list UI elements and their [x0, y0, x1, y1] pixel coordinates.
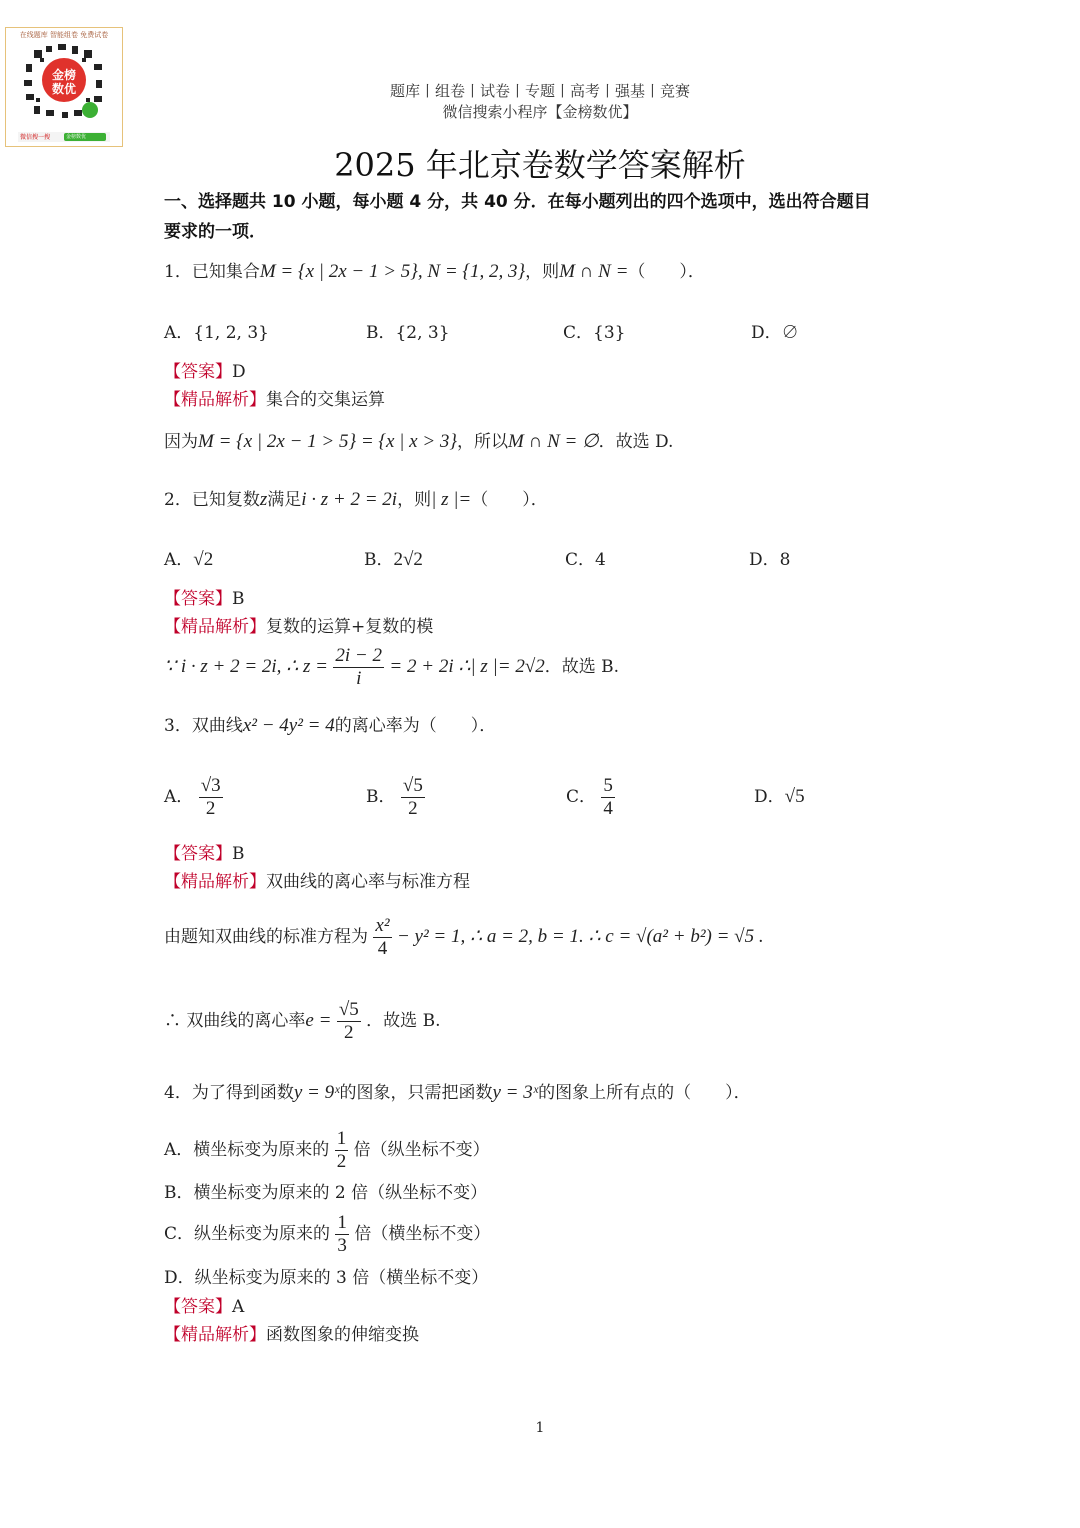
q1-stem: 1．已知集合M = {x | 2x − 1 > 5}, N = {1, 2, 3}，则M ∩ N =（ ）． — [164, 261, 705, 282]
q3-option-a: A． $\frac{√3}{2}$ — [164, 775, 221, 819]
page-number: 1 — [535, 1420, 545, 1436]
q3-solution-line1: 由题知双曲线的标准方程为 $\frac{\text{x²}}{4}$ − y² = 1, ∴ a = 2, b = 1. ∴ c = √(a² + b²) = √5 . — [164, 915, 764, 959]
q1-option-c: C．{3} — [563, 323, 626, 343]
q4-option-d: D．纵坐标变为原来的 3 倍（横坐标不变） — [164, 1268, 489, 1288]
q2-stem: 2．已知复数z满足i · z + 2 = 2i，则| z |=（ ）． — [164, 489, 548, 510]
q3-option-d: D．√5 — [754, 786, 805, 807]
q4-option-c: C．纵坐标变为原来的 $\frac{1}{3}$ 倍（横坐标不变） — [164, 1212, 491, 1256]
q1-option-d: D．∅ — [751, 323, 799, 343]
qr-center-label: 金榜 数优 — [51, 68, 76, 96]
page-title: 2025 年北京卷数学答案解析 — [334, 146, 746, 184]
q2-option-d: D．8 — [749, 550, 791, 570]
q3-option-b: B． $\frac{√5}{2}$ — [366, 775, 423, 819]
q2-answer: 【答案】B — [164, 589, 245, 609]
q2-solution-fraction: $\frac{2i - 2}{i}$ — [335, 645, 383, 689]
q3-stem: 3．双曲线x² − 4y² = 4的离心率为（ ）． — [164, 715, 497, 736]
q3-answer: 【答案】B — [164, 844, 245, 864]
q1-option-b: B．{2, 3} — [366, 323, 450, 343]
section-heading-line2: 要求的一项． — [164, 222, 266, 242]
q1-topic: 【精品解析】集合的交集运算 — [164, 390, 385, 410]
q3-option-c: C． $\frac{5}{4}$ — [566, 775, 613, 819]
q1-solution: 因为M = {x | 2x − 1 > 5} = {x | x > 3}，所以M ∩ N = ∅．故选 D. — [164, 431, 674, 452]
q4-option-a: A．横坐标变为原来的 $\frac{1}{2}$ 倍（纵坐标不变） — [164, 1128, 490, 1172]
q2-option-b: B．2√2 — [364, 549, 423, 570]
q3-solution-line2: ∴ 双曲线的离心率e = $\frac{√5}{2}$ ．故选 B. — [164, 999, 441, 1043]
q2-topic: 【精品解析】复数的运算+复数的模 — [164, 617, 434, 637]
q2-solution: ∵ i · z + 2 = 2i, ∴ z = $\frac{2i - 2}{i}$ = 2 + 2i ∴| z |= 2√2．故选 B. — [164, 645, 620, 689]
header-categories: 题库丨组卷丨试卷丨专题丨高考丨强基丨竞赛 — [389, 82, 690, 100]
q2-option-a: A．√2 — [164, 549, 214, 570]
qr-footer-text: 微信搜一搜 — [20, 134, 51, 141]
header-miniprogram: 微信搜索小程序【金榜数优】 — [442, 103, 638, 121]
q3-topic: 【精品解析】双曲线的离心率与标准方程 — [164, 872, 470, 892]
qr-arc-text: 在线题库 智能组卷 免费试卷 — [19, 31, 109, 39]
q2-option-c: C．4 — [565, 550, 606, 570]
q1-answer: 【答案】D — [164, 362, 246, 382]
qr-footer-button: 金榜数优 — [66, 134, 87, 140]
q4-option-b: B．横坐标变为原来的 2 倍（纵坐标不变） — [164, 1183, 488, 1203]
q4-answer: 【答案】A — [164, 1297, 245, 1317]
section-heading — [164, 187, 934, 247]
section-heading-line1: 一、选择题共 10 小题，每小题 4 分，共 40 分．在每小题列出的四个选项中，选出符合题目 — [164, 192, 871, 212]
q1-option-a: A．{1, 2, 3} — [164, 323, 269, 343]
q4-topic: 【精品解析】函数图象的伸缩变换 — [164, 1325, 419, 1345]
q4-stem: 4．为了得到函数y = 9ˣ的图象，只需把函数y = 3ˣ的图象上所有点的（ ）． — [164, 1082, 751, 1103]
